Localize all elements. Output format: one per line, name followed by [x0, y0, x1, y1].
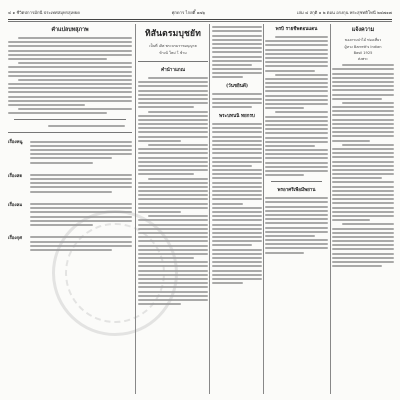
- column-divider: [330, 24, 331, 394]
- column-divider: [209, 24, 210, 394]
- masthead: ทิสันตรมบุชยัท: [144, 29, 202, 39]
- column-d-text: [265, 36, 328, 176]
- column-a-entry: [8, 172, 132, 195]
- column-c-heading: พระบทนนิ ทยกรบ: [219, 114, 255, 119]
- column-a-entry: [8, 138, 132, 165]
- running-head-right: เล่ม ๔ สกุติ ๑ ๒ ตอน อรงกุน พระสุชทติโทนี ๒๔๗๑๗: [296, 9, 392, 15]
- column-e-text: [332, 64, 394, 267]
- header-rule: [8, 19, 392, 20]
- column-b-text: [138, 77, 208, 305]
- column-c-text-bottom: [212, 123, 262, 284]
- column-a-separator: [14, 119, 126, 120]
- column-a-entry: [8, 201, 132, 228]
- column-d-text-bottom: [265, 197, 328, 253]
- column-e-subline: ของกรมป่าไม้ ท่องเที่ยว: [344, 38, 382, 42]
- column-d-heading: พรบิ รายชีพตอนแดน: [275, 27, 318, 32]
- column-a-rule: [8, 132, 132, 133]
- column-b-heading: คำนำาแกณ: [161, 68, 185, 73]
- column-e-heading: แจ้งความ: [351, 27, 375, 33]
- column-a-heading: คำแปลบทสุภาพ: [51, 27, 89, 33]
- running-head-left: ๔ ๑ ชีวิตปการมักนี ประเทศสมุทรสุเทยด: [8, 9, 80, 15]
- column-e-subline: ส่งพระ: [357, 57, 369, 61]
- entry-label: เรื่องลม: [8, 202, 23, 208]
- column-e: [332, 24, 394, 394]
- masthead-subline: เป็นที่ เลิศ พระบรมราชอนุญาต: [149, 44, 197, 48]
- column-c: [212, 24, 262, 394]
- column-c-text-mid: [212, 93, 262, 108]
- column-d: [265, 24, 328, 394]
- column-divider: [135, 24, 136, 394]
- column-a-entry: [8, 234, 132, 253]
- entry-label: เรื่องสด: [8, 173, 23, 179]
- masthead-subline: ข้างน้ ใหม่ โ ข้าม: [159, 51, 187, 55]
- column-b: [138, 24, 208, 394]
- running-head: [8, 6, 392, 18]
- column-e-subline: Basil 1925: [353, 51, 373, 55]
- entry-label: เรื่องกุศ: [8, 236, 23, 242]
- column-a: [8, 24, 132, 394]
- column-e-subline: ผู้หวง Barrett's Indian: [344, 45, 382, 49]
- entry-label: เรื่องหนู: [8, 140, 23, 146]
- running-head-center: ศุกดาร ไกยติ๊ ๑๗๖: [171, 9, 206, 15]
- column-d-heading: พรอาศรีเพื่อมีพยาน: [277, 188, 316, 194]
- column-c-heading: (วันชยินดี): [226, 84, 248, 90]
- header-rule-secondary: [8, 21, 392, 22]
- column-divider: [263, 24, 264, 394]
- masthead-rule: [138, 61, 208, 62]
- column-a-intro-text: [8, 37, 132, 114]
- column-d-separator: [271, 181, 322, 182]
- column-c-text-top: [212, 26, 262, 78]
